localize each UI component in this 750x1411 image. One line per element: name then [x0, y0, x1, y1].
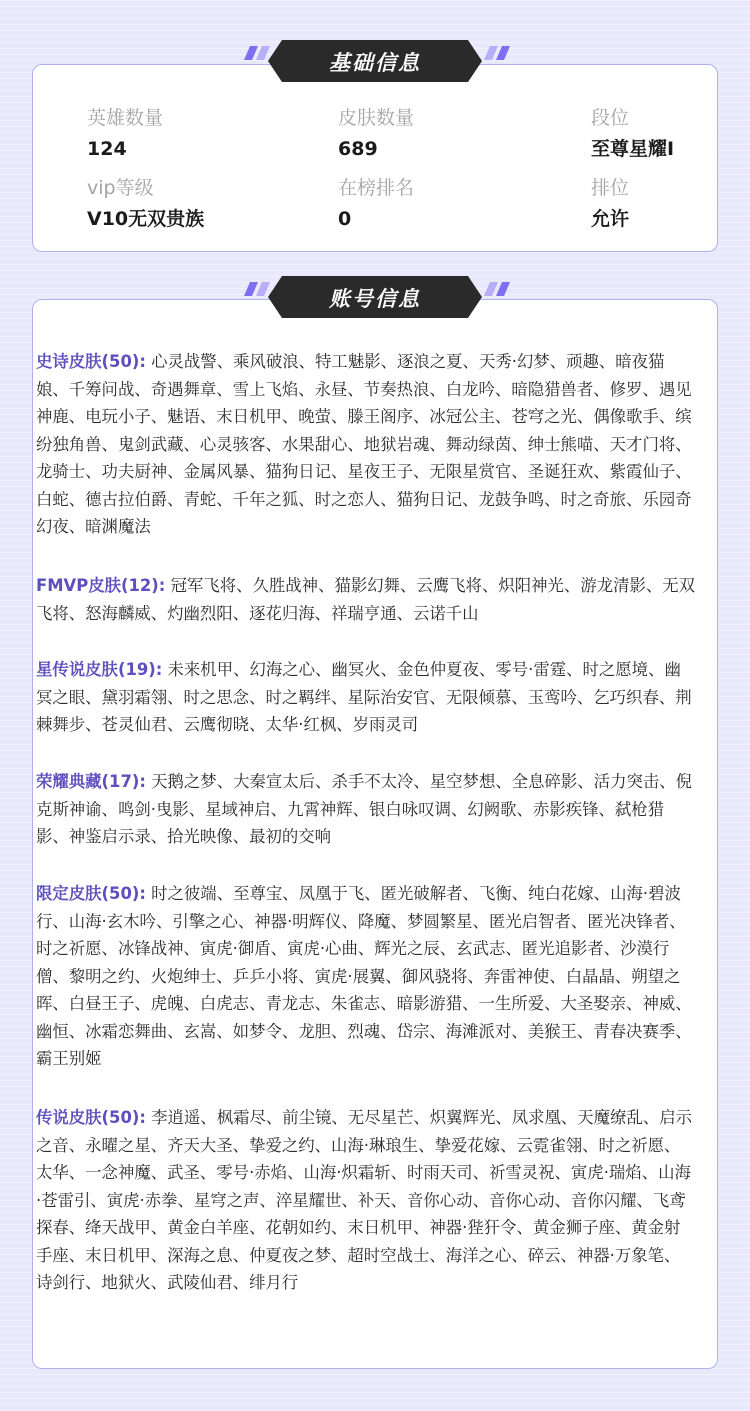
stat-value: 124: [87, 138, 127, 160]
skin-category-limited: [36, 880, 696, 1073]
skin-category-label: 传说皮肤(50):: [36, 1108, 146, 1127]
skin-list: 时之彼端、至尊宝、凤凰于飞、匿光破解者、飞衡、纯白花嫁、山海·碧波行、山海·玄木吟、引擎之心、神器·明辉仪、降魔、梦圆繁星、匿光启智者、匿光决锋者、时之祈愿、冰锋战神、寅虎·御盾、寅虎·心曲、辉光之辰、玄武志、匿光追影者、沙漠行僧、黎明之约、火炮绅士、乒乒小将、寅虎·展翼、御风骁将、奔雷神使、白晶晶、朔望之晖、白昼王子、虎魄、白虎志、青龙志、朱雀志、暗影游猎、一生所爱、大圣娶亲、神威、幽恒、冰霜恋舞曲、玄嵩、如梦令、龙胆、烈魂、岱宗、海滩派对、美猴王、青春决赛季、霸王别姬: [36, 884, 692, 1068]
skin-category-label: 限定皮肤(50):: [36, 884, 146, 903]
skin-category-label: 荣耀典藏(17):: [36, 772, 146, 791]
skin-category-label: 史诗皮肤(50):: [36, 352, 146, 371]
stat-value: 至尊星耀I: [591, 138, 675, 160]
stat-rank-tier: [591, 106, 674, 161]
skin-category-glory-collection: [36, 768, 696, 851]
skin-category-epic: [36, 348, 696, 541]
stat-value: 689: [338, 138, 378, 160]
stat-label: 段位: [591, 107, 630, 129]
skin-list: 未来机甲、幻海之心、幽冥火、金色仲夏夜、零号·雷霆、时之愿境、幽冥之眼、黛羽霜翎、时之思念、时之羁绊、星际治安官、无限倾慕、玉鸾吟、乞巧织春、荆棘舞步、苍灵仙君、云鹰彻晓、太华·红枫、岁雨灵司: [36, 660, 692, 734]
skin-list: 心灵战警、乘风破浪、特工魅影、逐浪之夏、天秀·幻梦、顽趣、暗夜猫娘、千筹问战、奇遇舞章、雪上飞焰、永昼、节奏热浪、白龙吟、暗隐猎兽者、修罗、遇见神鹿、电玩小子、魅语、末日机甲、晚萤、滕王阁序、冰冠公主、苍穹之光、偶像歌手、缤纷独角兽、鬼剑武藏、心灵骇客、水果甜心、地狱岩魂、舞动绿茵、绅士熊喵、天才门将、龙骑士、功夫厨神、金属风暴、猫狗日记、星夜王子、无限星赏官、圣诞狂欢、紫霞仙子、白蛇、德古拉伯爵、青蛇、千年之狐、时之恋人、猫狗日记、龙鼓争鸣、时之奇旅、乐园奇幻夜、暗渊魔法: [36, 352, 692, 536]
skin-list: 冠军飞将、久胜战神、猫影幻舞、云鹰飞将、炽阳神光、游龙清影、无双飞将、怒海麟威、灼幽烈阳、逐花归海、祥瑞亨通、云诺千山: [36, 576, 696, 623]
stat-hero-count: [87, 106, 163, 161]
account-info-title: 账号信息: [329, 287, 421, 311]
skin-category-legend: [36, 1104, 696, 1297]
stat-vip-level: [87, 176, 204, 231]
skin-category-label: 星传说皮肤(19):: [36, 660, 163, 679]
stat-label: vip等级: [87, 177, 154, 199]
stat-label: 排位: [591, 177, 630, 199]
skin-list: 天鹅之梦、大秦宣太后、杀手不太冷、星空梦想、全息碎影、活力突击、倪克斯神谕、鸣剑·曳影、星域神启、九霄神辉、银白咏叹调、幻阙歌、赤影疾锋、弑枪猎影、神鉴启示录、拾光映像、最初的交响: [36, 772, 693, 846]
stat-skin-count: [338, 106, 414, 161]
skin-category-fmvp: [36, 572, 696, 627]
stat-label: 英雄数量: [87, 107, 164, 129]
basic-info-header: [0, 38, 750, 88]
skin-list: 李逍遥、枫霜尽、前尘镜、无尽星芒、炽翼辉光、凤求凰、天魔缭乱、启示之音、永曜之星、齐天大圣、挚爱之约、山海·琳琅生、挚爱花嫁、云霓雀翎、时之祈愿、太华、一念神魔、武圣、零号·赤焰、山海·炽霜斩、时雨天司、祈雪灵祝、寅虎·瑞焰、山海·苍雷引、寅虎·赤拳、星穹之声、淬星耀世、补天、音你心动、音你心动、音你闪耀、飞鸢探春、绛天战甲、黄金白羊座、花朝如约、末日机甲、神器·狴犴令、黄金狮子座、黄金射手座、末日机甲、深海之息、仲夏夜之梦、超时空战士、海洋之心、碎云、神器·万象笔、诗剑行、地狱火、武陵仙君、绯月行: [36, 1108, 693, 1292]
stat-label: 皮肤数量: [338, 107, 415, 129]
basic-info-title: 基础信息: [329, 51, 421, 75]
skin-category-star-legend: [36, 656, 696, 739]
account-info-header: [0, 274, 750, 324]
stat-value: 0: [338, 208, 352, 230]
stat-ranked-allowed: [591, 176, 629, 231]
basic-info-card: [32, 64, 718, 252]
stat-label: 在榜排名: [338, 177, 415, 199]
skin-category-label: FMVP皮肤(12):: [36, 576, 166, 595]
stat-leaderboard-rank: [338, 176, 414, 231]
stat-value: V10无双贵族: [87, 208, 205, 230]
stat-value: 允许: [591, 208, 630, 230]
